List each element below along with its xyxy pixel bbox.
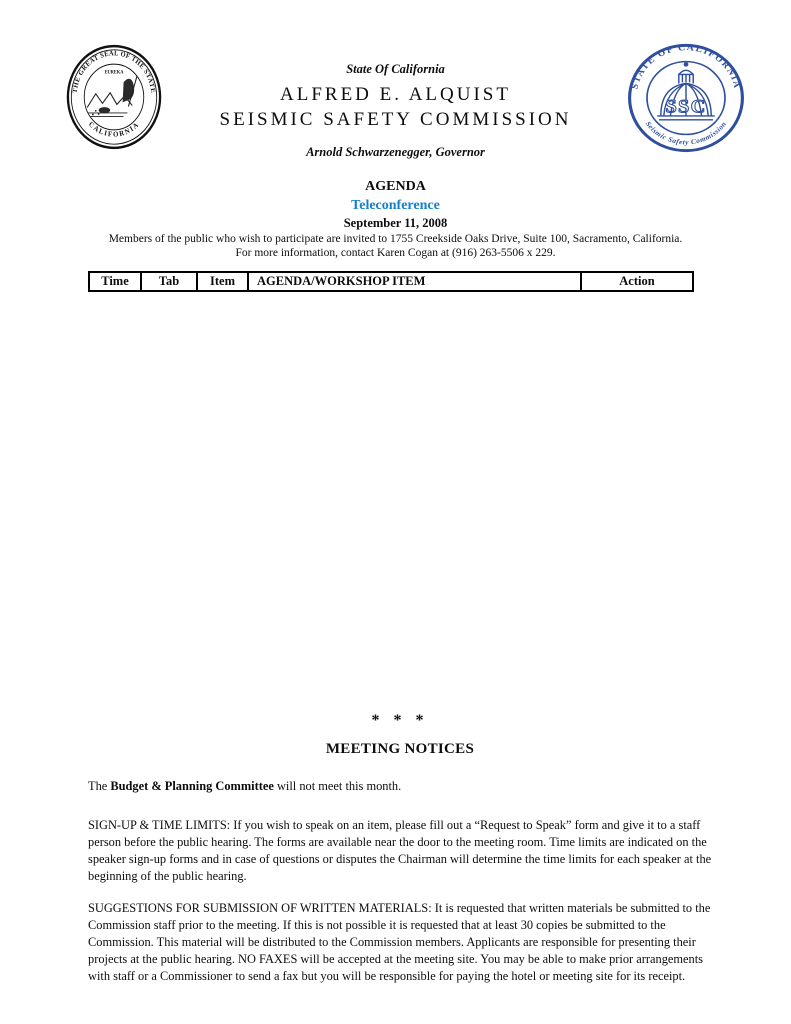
agenda-table-wrapper (88, 271, 696, 292)
budget-committee-notice: The Budget & Planning Committee will not meet this month. (88, 779, 402, 793)
meeting-notices-section (88, 712, 712, 985)
column-header-agenda-workshop-item: AGENDA/WORKSHOP ITEM (248, 272, 581, 291)
svg-text:STATE OF CALIFORNIA: STATE OF CALIFORNIA (630, 43, 742, 91)
contact-info: For more information, contact Karen Cogan at (916) 263-5506 x 229. (235, 247, 556, 259)
svg-text:EUREKA: EUREKA (104, 70, 124, 76)
meeting-date: September 11, 2008 (343, 216, 448, 230)
column-header-action: Action (581, 272, 693, 291)
agenda-heading (0, 178, 791, 260)
participation-info: Members of the public who wish to participate are invited to 1755 Creekside Oaks Drive, Suite 100, Sacramento, California. (108, 233, 683, 245)
agenda-table (88, 271, 694, 292)
column-header-time: Time (89, 272, 141, 291)
column-header-tab: Tab (141, 272, 197, 291)
svg-text:THE GREAT SEAL OF THE STATE: THE GREAT SEAL OF THE STATE (71, 49, 157, 94)
svg-text:CALIFORNIA: CALIFORNIA (87, 120, 141, 139)
column-header-item: Item (197, 272, 248, 291)
commission-name-line2: SEISMIC SAFETY COMMISSION (219, 109, 572, 130)
governor-label: Arnold Schwarzenegger, Governor (306, 145, 485, 159)
teleconference-subtitle: Teleconference (351, 198, 440, 213)
svg-text:Seismic Safety Commission: Seismic Safety Commission (643, 120, 729, 147)
suggestions-paragraph: SUGGESTIONS FOR SUBMISSION OF WRITTEN MATERIALS: It is requested that written materials be submitted to the Commission staff prior to the meeting. If this is not possible it is requested that at least 30 copies be submitted to the Commission. This material will be distributed to the Commission members. Applicants are responsible for presenting their projects at the public hearing. NO FAXES will be accepted at the meeting site. You may be able to make prior arrangements with staff or a Commissioner to send a fax but you will be responsible for paying the hotel or meeting site for its receipt. (88, 901, 711, 983)
commission-name-line1: ALFRED E. ALQUIST (280, 84, 511, 105)
section-separator: * * * (371, 712, 429, 729)
agenda-table-head-row (89, 272, 693, 291)
state-of-california-label: State Of California (346, 62, 445, 76)
agenda-title: AGENDA (365, 179, 426, 194)
meeting-notices-title: MEETING NOTICES (325, 741, 475, 757)
signup-paragraph: SIGN-UP & TIME LIMITS: If you wish to speak on an item, please fill out a “Request to Speak” form and give it to a staff person before the public hearing. The forms are available near the door to the meeting room. Time limits are indicated on the speaker sign-up forms and in case of questions or disputes the Chairman will determine the time limits for each speaker at the beginning of the public hearing. (88, 818, 712, 883)
svg-text:SSC: SSC (665, 96, 707, 118)
